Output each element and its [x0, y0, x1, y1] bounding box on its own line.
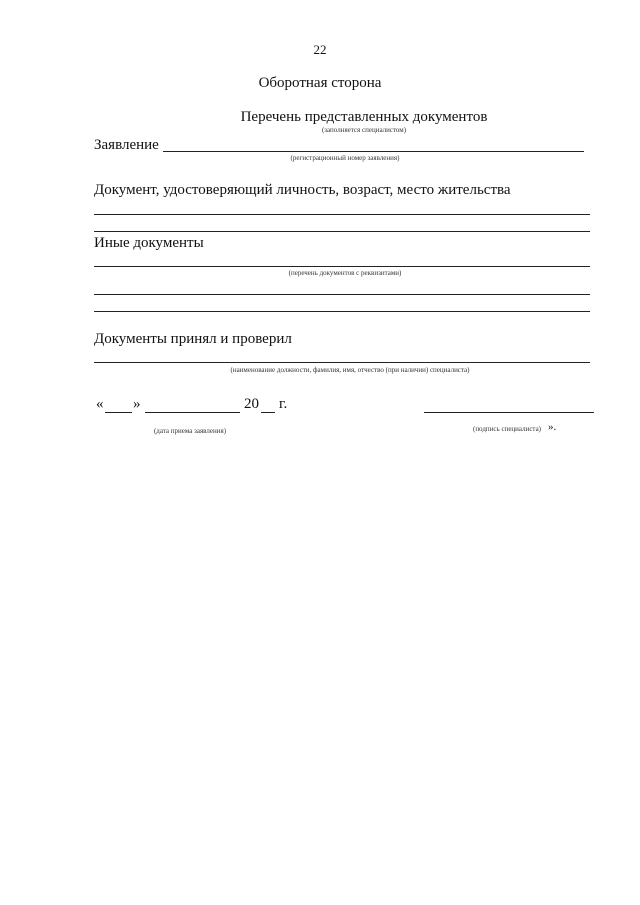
signature-hint: (подпись специалиста) [472, 425, 542, 433]
accepted-specialist-line[interactable] [94, 362, 590, 363]
section-title: Оборотная сторона [258, 75, 382, 91]
documents-list-note: (заполняется специалистом) [321, 126, 407, 134]
identity-document-line-1[interactable] [94, 214, 590, 215]
date-year-suffix: г. [279, 396, 288, 412]
accepted-specialist-hint: (наименование должности, фамилия, имя, отчество (при наличии) специалиста) [230, 366, 470, 374]
date-day-line[interactable] [105, 412, 132, 413]
application-label: Заявление [94, 137, 159, 153]
application-number-line[interactable] [163, 151, 584, 152]
date-hint: (дата приема заявления) [153, 427, 227, 435]
date-month-line[interactable] [145, 412, 240, 413]
other-documents-line-1[interactable] [94, 266, 590, 267]
identity-document-title: Документ, удостоверяющий личность, возраст, место жительства [94, 182, 511, 198]
identity-document-line-2[interactable] [94, 231, 590, 232]
accepted-title: Документы принял и проверил [94, 331, 292, 347]
signature-line[interactable] [424, 412, 594, 413]
other-documents-hint: (перечень документов с реквизитами) [288, 269, 402, 277]
date-year-prefix: 20 [244, 396, 259, 412]
page-number: 22 [313, 42, 327, 57]
date-open-quote: « [96, 396, 104, 412]
date-year-line[interactable] [261, 412, 275, 413]
other-documents-title: Иные документы [94, 235, 204, 251]
application-number-hint: (регистрационный номер заявления) [290, 154, 400, 162]
other-documents-line-3[interactable] [94, 311, 590, 312]
signature-closing: ». [548, 421, 557, 433]
documents-list-title: Перечень представленных документов [240, 109, 488, 125]
date-close-quote: » [133, 396, 141, 412]
other-documents-line-2[interactable] [94, 294, 590, 295]
